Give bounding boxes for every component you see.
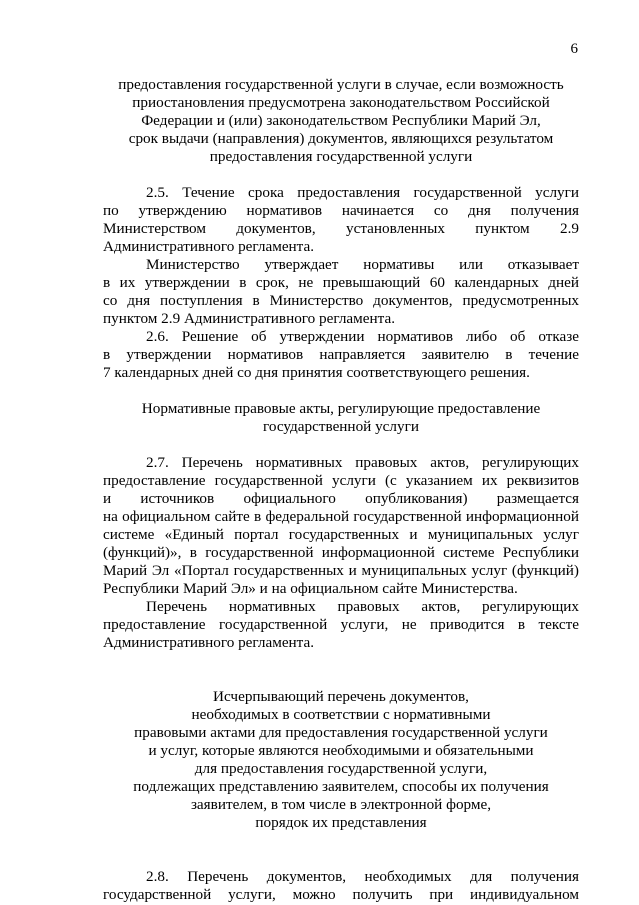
paragraph-line: (функций)», в государственной информационной системе Республики (103, 544, 579, 561)
paragraph-line: государственной услуги, можно получить при индивидуальном (103, 886, 579, 903)
paragraph-line: 7 календарных дней со дня принятия соответствующего решения. (103, 364, 530, 381)
paragraph-line: 2.8. Перечень документов, необходимых для получения (146, 868, 579, 885)
paragraph-line: 2.5. Течение срока предоставления государственной услуги (146, 184, 579, 201)
paragraph-2-5 (103, 184, 579, 256)
paragraph-ministry-approval (103, 256, 579, 328)
paragraph-line: 2.6. Решение об утверждении нормативов либо об отказе (146, 328, 579, 345)
paragraph-line: системе «Единый портал государственных и муниципальных услуг (103, 526, 579, 543)
heading-line: Нормативные правовые акты, регулирующие предоставление (141, 400, 541, 417)
paragraph-line: в утверждении нормативов направляется заявителю в течение (103, 346, 579, 363)
heading-line: заявителем, в том числе в электронной форме, (190, 796, 492, 813)
paragraph-line: Министерством документов, установленных пунктом 2.9 (103, 220, 579, 237)
heading-line: для предоставления государственной услуги, (194, 760, 488, 777)
heading-line: срок выдачи (направления) документов, являющихся результатом (128, 130, 554, 147)
paragraph-legal-acts-not-listed (103, 598, 579, 652)
paragraph-line: и источников официального опубликования) размещается (103, 490, 579, 507)
paragraph-line: предоставление государственной услуги, не приводится в тексте (103, 616, 579, 633)
paragraph-2-7 (103, 454, 579, 598)
heading-line: приостановления предусмотрена законодательством Российской (132, 94, 550, 111)
paragraph-2-8 (103, 868, 579, 904)
paragraph-line: 2.7. Перечень нормативных правовых актов, регулирующих (146, 454, 579, 471)
section-heading-result-deadline (103, 76, 579, 166)
heading-line: подлежащих представлению заявителем, способы их получения (133, 778, 549, 795)
paragraph-line: Перечень нормативных правовых актов, регулирующих (146, 598, 579, 615)
document-body (103, 76, 579, 904)
heading-line: правовыми актами для предоставления государственной услуги (134, 724, 548, 741)
paragraph-line: предоставление государственной услуги (с указанием их реквизитов (103, 472, 579, 489)
paragraph-line: Административного регламента. (103, 634, 315, 651)
section-heading-required-documents (103, 688, 579, 832)
paragraph-line: со дня поступления в Министерство документов, предусмотренных (103, 292, 579, 309)
paragraph-line: на официальном сайте в федеральной государственной информационной (103, 508, 579, 525)
heading-line: порядок их представления (255, 814, 427, 831)
paragraph-line: Административного регламента. (103, 238, 315, 255)
section-heading-legal-acts (103, 400, 579, 436)
paragraph-line: Марий Эл «Портал государственных и муниципальных услуг (функций) (103, 562, 579, 579)
paragraph-line: по утверждению нормативов начинается со дня получения (103, 202, 579, 219)
heading-line: необходимых в соответствии с нормативными (191, 706, 491, 723)
heading-line: государственной услуги (263, 418, 419, 435)
heading-line: и услуг, которые являются необходимыми и обязательными (148, 742, 534, 759)
heading-line: предоставления государственной услуги в случае, если возможность (118, 76, 564, 93)
paragraph-line: Министерство утверждает нормативы или отказывает (146, 256, 579, 273)
paragraph-line: Республики Марий Эл» и на официальном сайте Министерства. (103, 580, 518, 597)
heading-line: предоставления государственной услуги (209, 148, 473, 165)
paragraph-line: в их утверждении в срок, не превышающий 60 календарных дней (103, 274, 579, 291)
paragraph-2-6 (103, 328, 579, 382)
page-number: 6 (570, 41, 578, 57)
heading-line: Федерации и (или) законодательством Республики Марий Эл, (141, 112, 541, 129)
paragraph-line: пунктом 2.9 Административного регламента. (103, 310, 396, 327)
heading-line: Исчерпывающий перечень документов, (213, 688, 469, 705)
